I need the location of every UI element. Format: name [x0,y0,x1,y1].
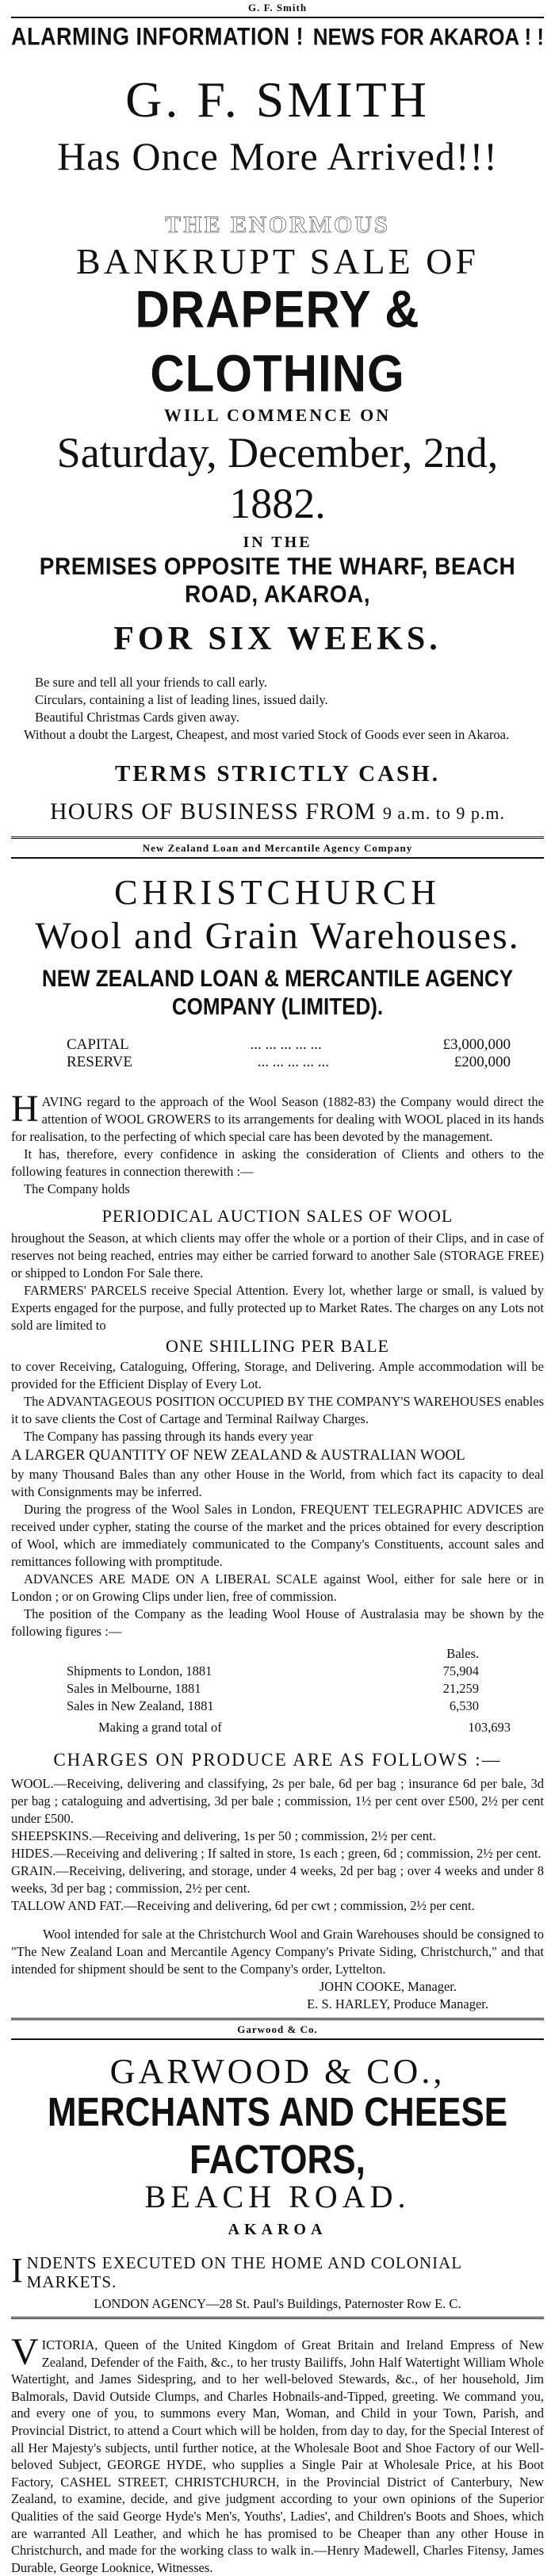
drop-cap: I [11,2251,24,2290]
bales-row-label: Sales in Melbourne, 1881 [67,1681,201,1696]
paragraph: FARMERS' PARCELS receive Special Attention. Every lot, whether large or small, is valued by Experts engaged for the purpose, and fully protected up to Market Rates. The charges on any Lots not sold are limited to [11,1283,544,1333]
larger-quantity-heading: A LARGER QUANTITY OF NEW ZEALAND & AUSTRALIAN WOOL [11,1447,465,1464]
terms-heading: TERMS STRICTLY CASH. [115,761,440,787]
smith-notes [11,674,544,744]
victoria-text: ICTORIA, Queen of the United Kingdom of Great Britain and Ireland Empress of New Zealand, Defender of the Faith, &c., to her trusty Bailiffs, John Half Watertight William Whole Watertight, and James Sidespring, and to her well-beloved Stewards, &c., of her household, Jim Balmorals, David Outside Clumps, and Charles Hobnails-and-Tipped, greeting. We command you, and every one of you, to summons every Man, Woman, and Child in your Town, Parish, and Provincial District, to attend a Court which will be holden, from day to day, for the Special Interest of all Her Majesty's subjects, until further notice, at the Wholesale Boot and Shoe Factory of our Well-beloved Subject, GEORGE HYDE, who supplies a Single Pair at Wholesale Price, at his Boot Factory, CASHEL STREET, CHRISTCHURCH, in the Provincial District of Canterbury, New Zealand, to examine, decide, and give judgment according to your own opinions of the Superior Qualities of the said George Hyde's Men's, Youths', Ladies', and Children's Boots and Shoes, which are warranted All Leather, and which he has promised to be Cheaper than any other House in Christchurch, and made for the working class to walk in.—Henry Madewell, Charles Fitensy, James Durable, George Looknice, Witnesses. [11,2337,544,2575]
reserve-value: £200,000 [454,1054,511,1070]
indents-line [11,2253,544,2291]
consignment-note: Wool intended for sale at the Christchurch Wool and Grain Warehouses should be consigned to "The New Zealand Loan and Mercantile Agency Company's Private Siding, Christchurch," and that intended for shipment should be sent to the Company's order, Lyttelton. [11,1927,544,1977]
note-line: Circulars, containing a list of leading lines, issued daily. [35,692,328,707]
leader-dots: ... ... ... ... ... [257,1054,329,1070]
bales-row-value: 21,259 [442,1681,479,1696]
capital-label: CAPITAL [67,1036,129,1053]
periodical-heading: PERIODICAL AUCTION SALES OF WOOL [101,1206,454,1226]
grand-total-value: 103,693 [468,1720,511,1735]
charge-item: TALLOW AND FAT.—Receiving and delivering, 6d per cwt ; commission, 2½ per cent. [11,1898,475,1913]
arrived-heading: Has Once More Arrived!!! [57,134,498,178]
bales-label: Bales. [446,1646,479,1661]
premises-line: PREMISES OPPOSITE THE WHARF, BEACH ROAD, AKAROA, [39,552,516,608]
divider [11,836,544,839]
grand-total-row [11,1720,511,1736]
paragraph: The ADVANTAGEOUS POSITION OCCUPIED BY THE COMPANY'S WAREHOUSES enables it to save clients the Cost of Cartage and Terminal Railway Charges. [11,1394,544,1426]
drop-cap: H [11,1088,39,1130]
six-weeks-heading: FOR SIX WEEKS. [113,621,442,657]
commence-line: WILL COMMENCE ON [163,405,392,425]
paragraph: The Company has passing through its hands every year [24,1429,313,1444]
divider [11,857,544,859]
bankrupt-heading: BANKRUPT SALE OF [76,241,479,281]
hours-value: 9 a.m. to 9 p.m. [382,803,505,823]
note-line: Without a doubt the Largest, Cheapest, and most varied Stock of Goods ever seen in Akaroa. [24,727,510,742]
paragraph-text: AVING regard to the approach of the Wool Season (1882-83) the Company would direct the attention of WOOL GROWERS to its arrangements for dealing with WOOL placed in its hands for realisation, to the perfecting of which special care has been devoted by the management. [11,1094,544,1144]
divider [11,2018,544,2020]
charges-heading: CHARGES ON PRODUCE ARE AS FOLLOWS :— [53,1750,502,1770]
drapery-heading: DRAPERY & CLOTHING [135,279,420,403]
note-line: Be sure and tell all your friends to call early. [35,675,268,690]
bales-row-value: 6,530 [449,1698,479,1713]
reserve-label: RESERVE [67,1054,132,1070]
hours-label: HOURS OF BUSINESS FROM [50,798,377,825]
garwood-heading: GARWOOD & CO., [109,2052,446,2091]
paragraph [11,1088,544,1146]
section-label-nz-loan: New Zealand Loan and Mercantile Agency Company [142,842,413,854]
sale-date: Saturday, December, 2nd, 1882. [56,429,499,527]
section-label-gf-smith: G. F. Smith [247,2,308,13]
merchants-heading: MERCHANTS AND CHEESE FACTORS, [47,2090,508,2183]
warehouses-heading: Wool and Grain Warehouses. [35,915,520,957]
bales-table [11,1645,479,1715]
paragraph: The Company holds [24,1181,130,1196]
one-shilling-heading: ONE SHILLING PER BALE [166,1336,389,1356]
divider [11,2317,544,2319]
advertiser-name: G. F. SMITH [125,71,430,128]
leader-dots: ... ... ... ... ... [250,1036,322,1053]
indents-text: NDENTS EXECUTED ON THE HOME AND COLONIAL MARKETS. [26,2253,462,2291]
hours-line [11,798,544,825]
loan-body [11,1088,544,1640]
reserve-row [67,1054,511,1071]
company-name: NEW ZEALAND LOAN & MERCANTILE AGENCY COMPANY (LIMITED). [41,964,514,1020]
bales-row-label: Shipments to London, 1881 [67,1663,212,1678]
bales-row-value: 75,904 [442,1663,479,1678]
paragraph: During the progress of the Wool Sales in London, FREQUENT TELEGRAPHIC ADVICES are received under cypher, stating the course of the market and the prices obtained for every description of Wool, which are immediately communicated to the Company's Constituents, account sales and remittances following with promptitude. [11,1502,544,1569]
bales-header [67,1645,479,1663]
paragraph: It has, therefore, every confidence in asking the consideration of Clients and others to the following features in connection therewith :— [11,1146,544,1179]
headline-row [11,18,544,53]
news-heading: NEWS FOR AKAROA ! ! [312,22,544,51]
charge-item: GRAIN.—Receiving, delivering, and storage, under 4 weeks, 2d per bag ; over 4 weeks and under 8 weeks, 3d per bag ; commission, 2½ per cent. [11,1863,544,1896]
signature-manager: JOHN COOKE, Manager. [319,1979,457,1994]
alarm-heading: ALARMING INFORMATION ! [11,22,304,51]
grand-total-label: Making a grand total of [98,1720,222,1735]
bales-row [67,1698,479,1715]
enormous-heading: THE ENORMOUS [165,212,390,238]
charge-item: HIDES.—Receiving and delivering ; If salted in store, 1s each ; green, 6d ; commission, 2½ per cent. [11,1846,542,1861]
akaroa-line: AKAROA [228,2221,327,2238]
paragraph: hroughout the Season, at which clients may offer the whole or a portion of their Clips, and in case of reserves not being reached, entries may either be carried forward to another Sale (STORAGE FREE) or shipped to London For Sale there. [11,1231,544,1280]
christchurch-heading: CHRISTCHURCH [114,873,441,912]
in-the-line: IN THE [243,534,312,551]
section-label-garwood: Garwood & Co. [237,2023,318,2035]
capital-value: £3,000,000 [442,1036,511,1053]
paragraph: by many Thousand Bales than any other House in the World, from which fact its capacity to deal with Consignments may be inferred. [11,1467,544,1499]
paragraph: to cover Receiving, Cataloguing, Offering, Storage, and Delivering. Ample accommodation will be provided for the Efficient Display of Every Lot. [11,1359,544,1391]
capital-table [67,1036,511,1071]
charge-item: SHEEPSKINS.—Receiving and delivering, 1s per 50 ; commission, 2½ per cent. [11,1828,436,1843]
beach-road-heading: BEACH ROAD. [144,2179,411,2214]
signature-produce-manager: E. S. HARLEY, Produce Manager. [307,1996,488,2011]
paragraph: ADVANCES ARE MADE ON A LIBERAL SCALE against Wool, either for sale here or in London ; or on Growing Clips under lien, free of commission. [11,1571,544,1604]
drop-cap: V [11,2331,39,2373]
note-line: Beautiful Christmas Cards given away. [35,710,239,725]
bales-row-label: Sales in New Zealand, 1881 [67,1698,214,1713]
bales-row [67,1663,479,1680]
charge-item: WOOL.—Receiving, delivering and classifying, 2s per bale, 6d per bag ; insurance 6d per bale, 3d per bag ; cataloguing and advertising, 3d per bale ; commission, 1½ per cent over £500, 2½ per cent under £500. [11,1776,544,1826]
victoria-notice [11,2331,544,2576]
london-agency: LONDON AGENCY—28 St. Paul's Buildings, Paternoster Row E. C. [94,2296,461,2311]
divider [11,2038,544,2040]
bales-row [67,1680,479,1698]
paragraph: The position of the Company as the leading Wool House of Australasia may be shown by the following figures :— [11,1606,544,1639]
capital-row [67,1036,511,1054]
charges-list [11,1775,544,1915]
